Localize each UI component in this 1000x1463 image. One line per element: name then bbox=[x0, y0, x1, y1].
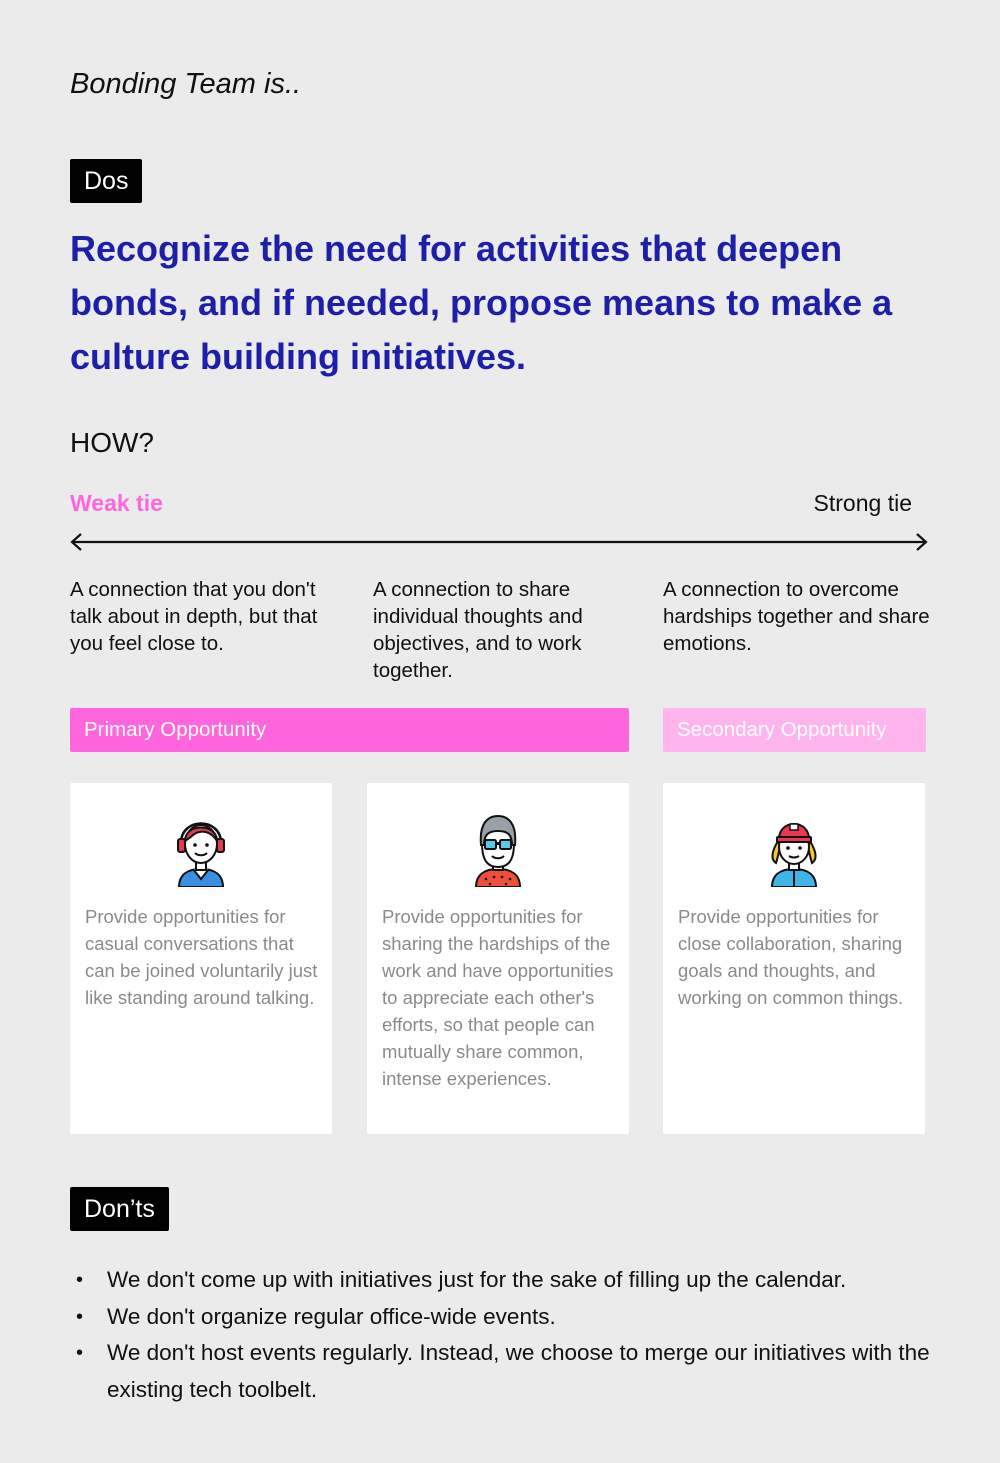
person-with-glasses-icon bbox=[468, 811, 528, 887]
dont-text: We don't organize regular office-wide events. bbox=[107, 1303, 556, 1329]
dos-tag: Dos bbox=[70, 159, 142, 203]
weak-tie-label: Weak tie bbox=[70, 490, 163, 516]
strong-tie-label: Strong tie bbox=[813, 490, 912, 516]
weak-tie-description: A connection that you don't talk about in depth, but that you feel close to. bbox=[70, 578, 318, 655]
page-title: Bonding Team is.. bbox=[70, 68, 302, 100]
secondary-opportunity-bar: Secondary Opportunity bbox=[663, 708, 926, 752]
dont-text: We don't host events regularly. Instead, we choose to merge our initiatives with the existing tech toolbelt. bbox=[107, 1340, 930, 1402]
opportunity-card-casual bbox=[70, 783, 332, 1134]
tie-scale-arrow bbox=[68, 531, 930, 553]
bullet-icon: • bbox=[76, 1342, 84, 1364]
list-item bbox=[76, 1262, 956, 1299]
card-text: Provide opportunities for sharing the hardships of the work and have opportunities to appreciate each other's efforts, so that people can mutually share common, intense experiences. bbox=[382, 906, 614, 1089]
card-text: Provide opportunities for close collaboration, sharing goals and thoughts, and working on common things. bbox=[678, 906, 904, 1008]
primary-opportunity-bar: Primary Opportunity bbox=[70, 708, 629, 752]
bullet-icon: • bbox=[76, 1269, 84, 1291]
strong-tie-description: A connection to overcome hardships together and share emotions. bbox=[663, 578, 930, 655]
opportunity-card-hardships bbox=[367, 783, 629, 1134]
bullet-icon: • bbox=[76, 1305, 84, 1328]
dos-headline: Recognize the need for activities that deepen bonds, and if needed, propose means to make a culture building initiatives. bbox=[70, 228, 893, 377]
opportunity-card-collaboration bbox=[663, 783, 925, 1134]
person-with-cap-icon bbox=[764, 811, 824, 887]
person-with-headphones-icon bbox=[171, 811, 231, 887]
donts-tag: Don’ts bbox=[70, 1187, 169, 1231]
list-item bbox=[76, 1299, 956, 1336]
middle-tie-description: A connection to share individual thoughts and objectives, and to work together. bbox=[373, 578, 583, 682]
donts-list bbox=[76, 1262, 956, 1408]
how-heading: HOW? bbox=[70, 427, 154, 458]
list-item bbox=[76, 1335, 956, 1408]
card-text: Provide opportunities for casual conversations that can be joined voluntarily just like standing around talking. bbox=[85, 906, 318, 1008]
dont-text: We don't come up with initiatives just for the sake of filling up the calendar. bbox=[107, 1267, 847, 1292]
